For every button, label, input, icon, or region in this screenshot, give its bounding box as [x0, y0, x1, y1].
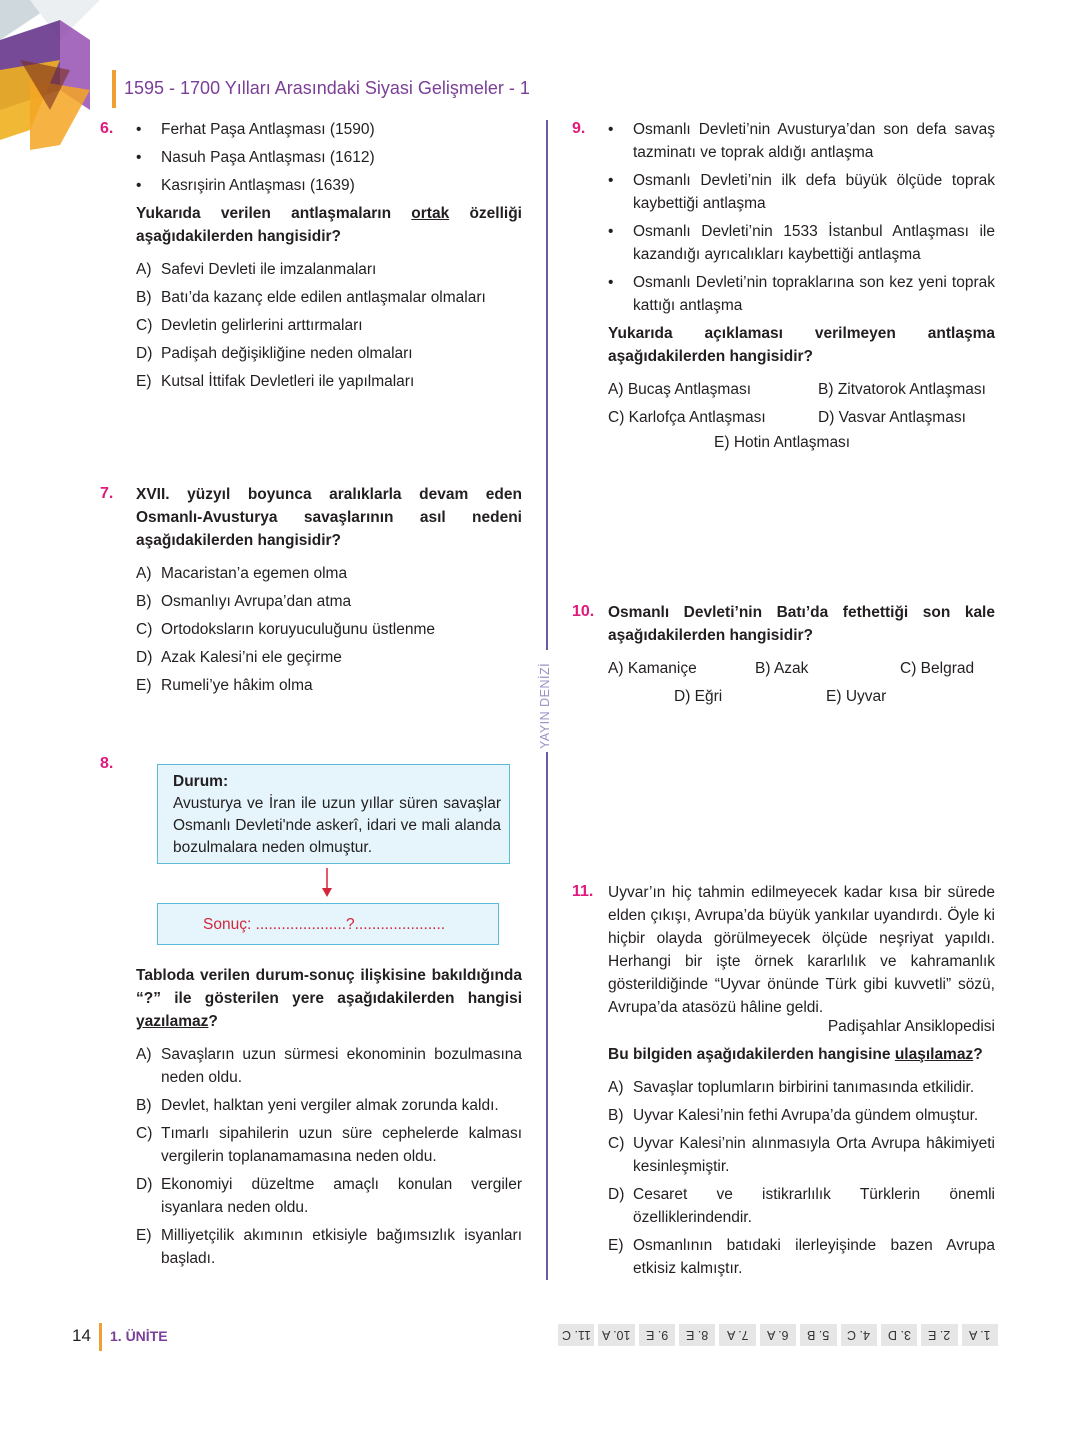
answer-option[interactable]: E) Osmanlının batıdaki ilerleyişinde bazen Avrupa etkisiz kalmıştır. [608, 1237, 995, 1277]
answer-option[interactable]: E) Kutsal İttifak Devletleri ile yapılmaları [136, 373, 415, 390]
result-box [157, 903, 499, 945]
answer-key-item: 8. E [679, 1324, 715, 1346]
answer-key-item: 11. C [558, 1324, 594, 1346]
answer-option[interactable]: C) Belgrad [900, 660, 975, 677]
answer-key-item: 3. D [881, 1324, 917, 1346]
publisher-side-label: YAYIN DENİZİ [538, 662, 552, 749]
answer-option[interactable]: E) Uyvar [826, 688, 887, 705]
bullet-item: • Osmanlı Devleti’nin 1533 İstanbul Antlaşması ile kazandığı ayrıcalıkları kaybettiği antlaşma [608, 223, 995, 263]
answer-option[interactable]: B) Zitvatorok Antlaşması [818, 381, 986, 398]
bullet-item: • Kasrışirin Antlaşması (1639) [136, 177, 355, 194]
question-number: 8. [100, 755, 114, 772]
answer-key-item: 10. A [598, 1324, 634, 1346]
answer-option[interactable]: B) Devlet, halktan yeni vergiler almak zorunda kaldı. [136, 1097, 499, 1114]
situation-text: Avusturya ve İran ile uzun yıllar süren savaşlar Osmanlı Devleti'nde askerî, idari ve mali alanda bozulmalara neden olmuştur. [173, 795, 501, 856]
question-number: 7. [100, 485, 114, 502]
answer-key-item: 9. E [639, 1324, 675, 1346]
footer-accent-bar [99, 1323, 102, 1351]
answer-key-item: 2. E [921, 1324, 957, 1346]
answer-option[interactable]: D) Ekonomiyi düzeltme amaçlı konulan vergiler isyanlara neden oldu. [136, 1176, 522, 1216]
passage-text: Uyvar’ın hiç tahmin edilmeyecek kadar kısa bir sürede elden çıkışı, Avrupa’da büyük yankılar uyandırdı. Öyle ki hiçbir olayda görülmeyecek ölçüde neşriyat yapıldı. Herhangi bir işte örnek kararlılık ve kahramanlık gösterildiğinde “Uyvar önünde Türk gibi kuvvetli” sözü, Avrupa’da atasözü hâline geldi. [608, 884, 995, 1016]
question-stem: Yukarıda verilen antlaşmaların ortak özelliği aşağıdakilerden hangisidir? [136, 205, 522, 245]
question-stem: Yukarıda açıklaması verilmeyen antlaşma aşağıdakilerden hangisidir? [608, 325, 995, 365]
situation-title: Durum: [173, 773, 229, 790]
answer-option[interactable]: B) Uyvar Kalesi’nin fethi Avrupa’da gündem olmuştur. [608, 1107, 979, 1124]
answer-option[interactable]: D) Padişah değişikliğine neden olmaları [136, 345, 413, 362]
decorative-corner-graphic [0, 0, 110, 150]
question-10 [608, 601, 995, 713]
question-number: 11. [572, 883, 594, 900]
answer-option[interactable]: D) Eğri [674, 688, 723, 705]
answer-option[interactable]: A) Savaşlar toplumların birbirini tanımasında etkilidir. [608, 1079, 975, 1096]
situation-box [157, 764, 510, 864]
column-divider [546, 120, 548, 650]
answer-option[interactable]: A) Macaristan’a egemen olma [136, 565, 348, 582]
page-title: 1595 - 1700 Yılları Arasındaki Siyasi Gelişmeler - 1 [124, 78, 530, 98]
answer-option[interactable]: E) Hotin Antlaşması [714, 434, 851, 451]
question-stem: Tabloda verilen durum-sonuç ilişkisine bakıldığında “?” ile gösterilen yere aşağıdakilerden hangisi yazılamaz? [136, 967, 522, 1030]
passage-source: Padişahlar Ansiklopedisi [827, 1018, 995, 1035]
question-6 [136, 118, 522, 398]
answer-key-item: 7. A [719, 1324, 755, 1346]
question-number: 6. [100, 120, 114, 137]
answer-key-item: 1. A [962, 1324, 998, 1346]
bullet-item: • Ferhat Paşa Antlaşması (1590) [136, 121, 375, 138]
page-number: 14 [72, 1326, 91, 1345]
question-9 [608, 118, 995, 454]
bullet-item: • Nasuh Paşa Antlaşması (1612) [136, 149, 375, 166]
answer-option[interactable]: A) Kamaniçe [608, 660, 697, 677]
bullet-item: • Osmanlı Devleti’nin Avusturya’dan son defa savaş tazminatı ve toprak aldığı antlaşma [608, 121, 995, 161]
answer-option[interactable]: E) Milliyetçilik akımının etkisiyle bağımsızlık isyanları başladı. [136, 1227, 522, 1267]
question-stem: XVII. yüzyıl boyunca aralıklarla devam eden Osmanlı-Avusturya savaşlarının asıl nedeni aşağıdakilerden hangisidir? [136, 486, 522, 549]
answer-option[interactable]: B) Osmanlıyı Avrupa’dan atma [136, 593, 352, 610]
question-number: 10. [572, 603, 595, 620]
bullet-item: • Osmanlı Devleti’nin ilk defa büyük ölçüde toprak kaybettiği antlaşma [608, 172, 995, 212]
column-divider [546, 752, 548, 1280]
answer-option[interactable]: C) Ortodoksların koruyuculuğunu üstlenme [136, 621, 435, 638]
answer-key-item: 5. B [800, 1324, 836, 1346]
answer-option[interactable]: A) Savaşların uzun sürmesi ekonominin bozulmasına neden oldu. [136, 1046, 522, 1086]
question-stem: Osmanlı Devleti’nin Batı’da fethettiği son kale aşağıdakilerden hangisidir? [608, 604, 995, 644]
answer-option[interactable]: E) Rumeli’ye hâkim olma [136, 677, 313, 694]
question-11 [608, 881, 995, 1285]
question-8 [136, 964, 522, 1275]
answer-option[interactable]: B) Batı’da kazanç elde edilen antlaşmalar olmaları [136, 289, 486, 306]
answer-option[interactable]: A) Bucaş Antlaşması [608, 381, 752, 398]
answer-option[interactable]: C) Karlofça Antlaşması [608, 409, 766, 426]
answer-option[interactable]: D) Cesaret ve istikrarlılık Türklerin önemli özelliklerindendir. [608, 1186, 995, 1226]
answer-key [558, 1324, 998, 1346]
answer-option[interactable]: C) Uyvar Kalesi’nin alınmasıyla Orta Avrupa hâkimiyeti kesinleşmiştir. [608, 1135, 995, 1175]
answer-option[interactable]: C) Devletin gelirlerini arttırmaları [136, 317, 363, 334]
answer-option[interactable]: D) Vasvar Antlaşması [818, 409, 966, 426]
header-accent-bar [112, 70, 116, 108]
answer-option[interactable]: A) Safevi Devleti ile imzalanmaları [136, 261, 377, 278]
question-number: 9. [572, 120, 586, 137]
question-stem: Bu bilgiden aşağıdakilerden hangisine ulaşılamaz? [608, 1046, 983, 1063]
unit-label: 1. ÜNİTE [110, 1328, 168, 1344]
answer-key-item: 6. A [760, 1324, 796, 1346]
answer-option[interactable]: B) Azak [755, 660, 809, 677]
question-7 [136, 483, 522, 702]
bullet-item: • Osmanlı Devleti’nin topraklarına son kez yeni toprak kattığı antlaşma [608, 274, 995, 314]
arrow-down-icon [320, 868, 334, 898]
answer-key-item: 4. C [841, 1324, 877, 1346]
answer-option[interactable]: D) Azak Kalesi’ni ele geçirme [136, 649, 342, 666]
result-text: Sonuç: .....................?..................... [203, 916, 446, 933]
answer-option[interactable]: C) Tımarlı sipahilerin uzun süre cephelerde kalması vergilerin toplanamamasına neden oldu. [136, 1125, 522, 1165]
